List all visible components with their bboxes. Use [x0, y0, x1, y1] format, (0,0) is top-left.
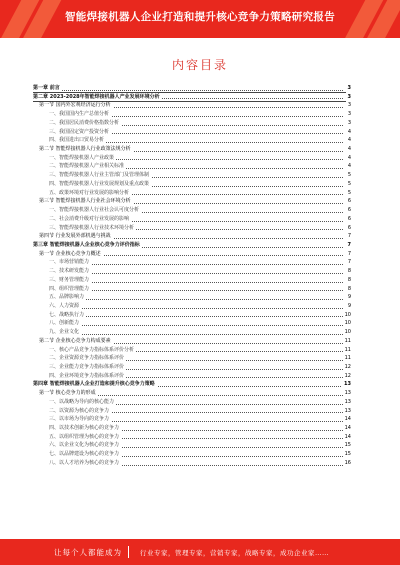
toc-entry-text: 五、政策环境对行业发展的影响分析: [49, 189, 130, 196]
toc-subsection-entry[interactable]: [33, 215, 351, 224]
toc-page-number: 6: [347, 207, 351, 214]
report-header: [0, 0, 400, 38]
toc-page-number: 13: [344, 390, 351, 397]
toc-leader-dots: [49, 273, 343, 274]
toc-subsection-entry[interactable]: [33, 267, 351, 276]
toc-page-number: 3: [347, 85, 351, 91]
toc-leader-dots: [33, 90, 343, 91]
toc-entry-text: 一、智能焊接机器人产业政策: [49, 154, 115, 161]
toc-entry-text: 四、以技术创新为核心的竞争力: [49, 425, 120, 432]
toc-section-entry[interactable]: [33, 197, 351, 206]
toc-subsection-entry[interactable]: [33, 302, 351, 311]
toc-leader-dots: [49, 325, 343, 326]
footer-roles: 行业专家，管理专家，营销专家，战略专家，成功企业家……: [140, 549, 329, 557]
toc-entry-text: 第一节 核心竞争力的形成: [39, 390, 96, 397]
toc-subsection-entry[interactable]: [33, 206, 351, 215]
toc-page-number: 14: [344, 433, 351, 440]
toc-entry-text: 第四节 行业发展外部机遇与挑战: [39, 233, 111, 240]
toc-page-number: 3: [347, 111, 351, 118]
toc-subsection-entry[interactable]: [33, 459, 351, 468]
toc-page-number: 4: [347, 128, 351, 135]
toc-page-number: 4: [347, 137, 351, 144]
toc-subsection-entry[interactable]: [33, 128, 351, 137]
toc-entry-text: 三、财务管理能力: [49, 276, 90, 283]
toc-page-number: 4: [347, 146, 351, 153]
toc-leader-dots: [49, 308, 343, 309]
toc-page-number: 7: [347, 241, 351, 248]
toc-entry-text: 第二章 2023-2028年智能焊接机器人产业发展环境分析: [33, 93, 160, 100]
toc-subsection-entry[interactable]: [33, 119, 351, 128]
toc-page-number: 14: [344, 425, 351, 432]
toc-page-number: 9: [347, 294, 351, 301]
toc-page-number: 8: [347, 285, 351, 292]
toc-entry-text: 五、品牌影响力: [49, 294, 85, 301]
toc-subsection-entry[interactable]: [33, 450, 351, 459]
toc-entry-text: 九、企业文化: [49, 329, 80, 336]
toc-page-number: 7: [347, 250, 351, 257]
toc-subsection-entry[interactable]: [33, 136, 351, 145]
toc-chapter-entry[interactable]: [33, 380, 351, 389]
toc-entry-text: 三、以市场为导向的竞争力: [49, 416, 110, 423]
footer-divider: [128, 546, 129, 558]
toc-entry-text: 八、创新能力: [49, 320, 80, 327]
toc-page-number: 14: [344, 416, 351, 423]
report-footer: [0, 539, 400, 565]
toc-section-entry[interactable]: [33, 145, 351, 154]
toc-page-number: 6: [347, 198, 351, 205]
toc-page-number: 10: [344, 329, 351, 336]
toc-subsection-entry[interactable]: [33, 424, 351, 433]
toc-page-number: 13: [344, 407, 351, 414]
toc-page-number: 13: [344, 398, 351, 405]
footer-slogan: 让每个人都能成为: [54, 548, 122, 557]
toc-page-number: 6: [347, 215, 351, 222]
toc-entry-text: 三、企业能力竞争力指标体系评价: [49, 364, 125, 370]
toc-entry-text: 三、智能焊接机器人行业技术环境分析: [49, 224, 135, 231]
toc-page-number: 3: [347, 93, 351, 100]
toc-page-number: 6: [347, 224, 351, 231]
toc-leader-dots: [49, 282, 343, 283]
toc-entry-text: 一、智能焊接机器人行业社会认可度分析: [49, 207, 140, 214]
toc-entry-text: 第三节 智能焊接机器人行业社会环境分析: [39, 198, 131, 205]
toc-page-number: 11: [344, 346, 351, 353]
toc-entry-text: 二、企业资源竞争力指标体系评价: [49, 355, 125, 362]
toc-subsection-entry[interactable]: [33, 258, 351, 267]
toc-subsection-entry[interactable]: [33, 293, 351, 302]
toc-page-number: 15: [344, 451, 351, 458]
toc-section-entry[interactable]: [33, 250, 351, 259]
toc-subsection-entry[interactable]: [33, 180, 351, 189]
toc-subsection-entry[interactable]: [33, 407, 351, 416]
toc-page-number: 8: [347, 268, 351, 275]
toc-chapter-entry[interactable]: [33, 93, 351, 102]
toc-entry-text: 五、以组织管理为核心的竞争力: [49, 433, 120, 440]
toc-subsection-entry[interactable]: [33, 354, 351, 363]
toc-subsection-entry[interactable]: [33, 171, 351, 180]
toc-subsection-entry[interactable]: [33, 189, 351, 198]
toc-entry-text: 八、以人才培养为核心的竞争力: [49, 459, 120, 466]
toc-entry-text: 二、智能焊接机器人产业相关标准: [49, 163, 125, 170]
toc-subsection-entry[interactable]: [33, 285, 351, 294]
toc-page-number: 9: [347, 302, 351, 309]
toc-page-number: 4: [347, 154, 351, 161]
toc-entry-text: 四、智能焊接机器人行业发展规划及重点政策: [49, 180, 150, 187]
toc-entry-text: 第一节 国内外宏观经济运行分析: [39, 102, 111, 109]
toc-entry-text: 三、智能焊接机器人行业主管部门及管理体制: [49, 172, 150, 179]
toc-subsection-entry[interactable]: [33, 224, 351, 233]
toc-subsection-entry[interactable]: [33, 276, 351, 285]
toc-entry-text: 第一章 前言: [33, 85, 60, 91]
toc-heading: 内容目录: [171, 58, 228, 72]
toc-page-number: 13: [344, 381, 351, 388]
toc-entry-text: 一、市场营销能力: [49, 259, 90, 266]
toc-subsection-entry[interactable]: [33, 363, 351, 372]
toc-page-number: 12: [344, 372, 351, 379]
toc-subsection-entry[interactable]: [33, 162, 351, 171]
toc-entry-text: 第二节 企业核心竞争力构成要素: [39, 337, 111, 344]
toc-entry-text: 第一节 企业核心竞争力概述: [39, 250, 101, 257]
toc-entry-text: 第三章 智能焊接机器人企业核心竞争力评价指标: [33, 241, 140, 248]
toc-entry-text: 二、以资源为核心的竞争力: [49, 407, 110, 414]
toc-leader-dots: [49, 334, 343, 335]
toc-entry-text: 七、以品牌建设为核心的竞争力: [49, 451, 120, 458]
toc-chapter-entry[interactable]: [33, 241, 351, 250]
toc-entry-text: 四、我国进出口贸易分析: [49, 137, 105, 144]
toc-page-number: 5: [347, 180, 351, 187]
toc-entry-text: 四、组织管理能力: [49, 285, 90, 292]
toc-subsection-entry[interactable]: [33, 398, 351, 407]
toc-entry-text: 七、战略执行力: [49, 311, 85, 318]
toc-subsection-entry[interactable]: [33, 154, 351, 163]
toc-entry-text: 二、我国居民消费价格指数分析: [49, 119, 120, 126]
toc-page-number: 10: [344, 320, 351, 327]
toc-subsection-entry[interactable]: [33, 311, 351, 320]
toc-entry-text: 第二节 智能焊接机器人行业政策法规分析: [39, 146, 131, 153]
toc-page-number: 7: [347, 233, 351, 240]
toc-page-number: 11: [344, 337, 351, 344]
toc-section-entry[interactable]: [33, 101, 351, 110]
toc-entry-text: 二、社会消费升级对行业发展的影响: [49, 215, 130, 222]
toc-entry-text: 一、以战略为导向的核心能力: [49, 398, 115, 405]
toc-page-number: 16: [344, 459, 351, 466]
toc-entry-text: 四、企业环境竞争力指标体系评价: [49, 372, 125, 379]
toc-page-number: 5: [347, 172, 351, 179]
toc-entry-text: 二、技术研发能力: [49, 268, 90, 275]
toc-section-entry[interactable]: [33, 232, 351, 241]
toc-page-number: 11: [344, 355, 351, 362]
toc-page-number: 5: [347, 189, 351, 196]
table-of-contents: [33, 84, 351, 468]
toc-page-number: 7: [347, 259, 351, 266]
toc-page-number: 10: [344, 311, 351, 318]
toc-leader-dots: [49, 290, 343, 291]
toc-subsection-entry[interactable]: [33, 319, 351, 328]
toc-page-number: 3: [347, 102, 351, 109]
toc-entry-text: 六、人力资源: [49, 302, 80, 309]
toc-section-entry[interactable]: [33, 337, 351, 346]
toc-entry-text: 一、我国国内生产总值分析: [49, 111, 110, 118]
toc-subsection-entry[interactable]: [33, 328, 351, 337]
toc-subsection-entry[interactable]: [33, 372, 351, 381]
toc-leader-dots: [49, 316, 343, 317]
toc-page-number: 15: [344, 442, 351, 449]
toc-subsection-entry[interactable]: [33, 433, 351, 442]
toc-page-number: 12: [344, 364, 351, 370]
toc-entry-text: 三、我国固定资产投资分析: [49, 128, 110, 135]
report-title: 智能焊接机器人企业打造和提升核心竞争力策略研究报告: [65, 11, 335, 23]
toc-subsection-entry[interactable]: [33, 110, 351, 119]
toc-section-entry[interactable]: [33, 389, 351, 398]
toc-page-number: 4: [347, 163, 351, 170]
toc-entry-text: 第四章 智能焊接机器人企业打造和提升核心竞争力策略: [33, 381, 155, 388]
toc-subsection-entry[interactable]: [33, 346, 351, 355]
toc-entry-text: 六、以企业文化为核心的竞争力: [49, 442, 120, 449]
toc-entry-text: 一、核心产品竞争力指标体系评价分析: [49, 346, 135, 353]
toc-leader-dots: [49, 264, 343, 265]
toc-leader-dots: [49, 299, 343, 300]
toc-subsection-entry[interactable]: [33, 441, 351, 450]
toc-page-number: 3: [347, 119, 351, 126]
toc-page-number: 8: [347, 276, 351, 283]
toc-chapter-entry[interactable]: [33, 84, 351, 93]
toc-subsection-entry[interactable]: [33, 415, 351, 424]
